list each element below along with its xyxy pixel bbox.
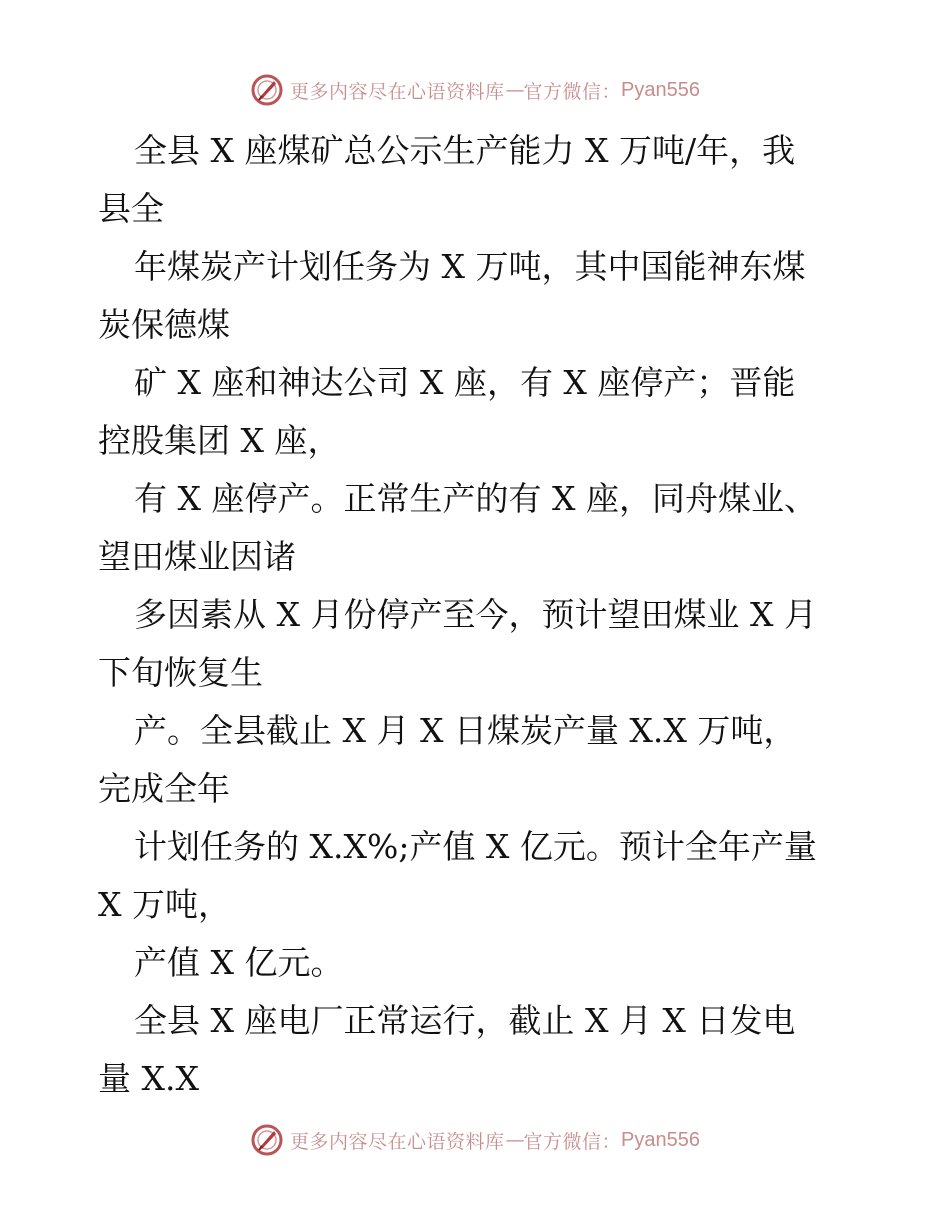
watermark-wechat-label: 官方微信：: [523, 1130, 622, 1153]
text-line: 完成全年: [98, 769, 230, 808]
text-line: X 万吨，: [98, 885, 231, 924]
text-line: 有 X 座停产。正常生产的有 X 座，同舟煤业、: [134, 479, 817, 518]
text-line: 全县 X 座煤矿总公示生产能力 X 万吨/年，我: [134, 131, 796, 170]
text-line: 望田煤业因诸: [98, 537, 296, 576]
text-line: 全县 X 座电厂正常运行，截止 X 月 X 日发电: [134, 1001, 796, 1040]
watermark-wechat-label: 官方微信：: [523, 80, 622, 103]
text-line: 计划任务的 X.X%;产值 X 亿元。预计全年产量: [134, 827, 817, 866]
watermark-library-text: 更多内容尽在心语资料库: [290, 80, 505, 103]
text-line: 多因素从 X 月份停产至今，预计望田煤业 X 月: [134, 595, 817, 634]
feather-logo-icon: [250, 73, 284, 107]
footer-watermark: [0, 1120, 950, 1160]
watermark-account: Pyan556: [621, 78, 700, 101]
text-line: 量 X.X: [98, 1059, 199, 1098]
feather-logo-icon: [250, 1123, 284, 1157]
document-body: [98, 122, 858, 1108]
text-line: 产。全县截止 X 月 X 日煤炭产量 X.X 万吨，: [134, 711, 797, 750]
watermark-library-text: 更多内容尽在心语资料库: [290, 1130, 505, 1153]
watermark-account: Pyan556: [621, 1128, 700, 1151]
header-watermark: [0, 70, 950, 110]
text-line: 产值 X 亿元。: [134, 943, 344, 982]
watermark-dash: —: [505, 79, 523, 101]
text-line: 年煤炭产计划任务为 X 万吨，其中国能神东煤: [134, 247, 806, 286]
text-line: 控股集团 X 座，: [98, 421, 341, 460]
text-line: 炭保德煤: [98, 305, 230, 344]
text-line: 县全: [98, 189, 164, 228]
text-line: 下旬恢复生: [98, 653, 263, 692]
watermark-dash: —: [505, 1129, 523, 1151]
text-line: 矿 X 座和神达公司 X 座，有 X 座停产；晋能: [134, 363, 796, 402]
